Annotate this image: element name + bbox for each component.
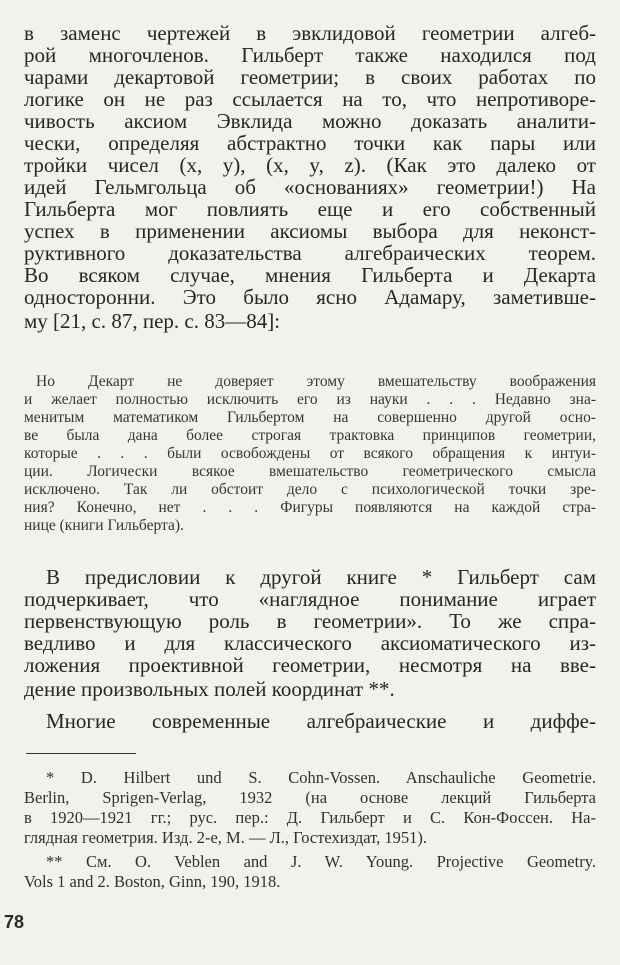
main-text-line: идей Гельмгольца об «основаниях» геометрии!) На [24,175,596,199]
main-text-line: в заменс чертежей в эвклидовой геометрии алгеб- [24,21,596,45]
footnote-line: ** См. O. Veblen and J. W. Young. Projective Geometry. [46,852,596,871]
paragraph-line: подчеркивает, что «наглядное понимание играет [24,587,596,611]
paragraph-line: первенствующую роль в геометрии». То же спра- [24,609,596,633]
quote-line: менитым математиком Гильбертом на совершенно другой осно- [24,409,596,426]
paragraph-line: Многие современные алгебраические и диффе- [46,709,596,733]
footnote-line: * D. Hilbert und S. Cohn-Vossen. Anschauliche Geometrie. [46,768,596,787]
quote-line: ния? Конечно, нет . . . Фигуры появляются на каждой стра- [24,499,596,516]
footnote-line: Vols 1 and 2. Boston, Ginn, 190, 1918. [24,872,281,891]
page-number: 78 [4,912,25,932]
quote-line: ве была дана более строгая трактовка принципов геометрии, [24,427,596,444]
quote-line: которые . . . были освобождены от всякого обращения к интуи- [24,445,596,462]
main-text-line: тройки чисел (x, y), (x, y, z). (Как это далеко от [24,153,596,177]
quote-line: Но Декарт не доверяет этому вмешательству воображения [36,373,596,390]
footnote-line: Berlin, Sprigen-Verlag, 1932 (на основе лекций Гильберта [24,788,596,807]
paragraph-line: дение произвольных полей координат **. [24,677,395,701]
main-text-line: Гильберта мог повлиять еще и его собственный [24,197,596,221]
footnote-line: глядная геометрия. Изд. 2-е, М. — Л., Гостехиздат, 1951). [24,828,427,847]
quote-line: ции. Логически всякое вмешательство геометрического смысла [24,463,596,480]
main-text-line: му [21, с. 87, пер. с. 83—84]: [24,309,281,333]
main-text-line: чивость аксиом Эвклида можно доказать аналити- [24,109,596,133]
quote-line: исключено. Так ли обстоит дело с психологической точки зре- [24,481,596,498]
paragraph-line: ложения проективной геометрии, несмотря на вве- [24,653,596,677]
main-text-line: логике он не раз ссылается на то, что непротиворе- [24,87,596,111]
paragraph-line: В предисловии к другой книге * Гильберт сам [46,565,596,589]
main-text-line: руктивного доказательства алгебраических теорем. [24,241,596,265]
footnote-line: в 1920—1921 гг.; рус. пер.: Д. Гильберт и С. Кон-Фоссен. На- [24,808,596,827]
main-text-line: чески, определяя абстрактно точки как пары или [24,131,596,155]
quote-line: нице (книги Гильберта). [24,517,184,534]
main-text-line: чарами декартовой геометрии; в своих работах по [24,65,596,89]
quote-line: и желает полностью исключить его из науки . . . Недавно зна- [24,391,596,408]
main-text-line: рой многочленов. Гильберт также находился под [24,43,596,67]
main-text-line: успех в применении аксиомы выбора для неконст- [24,219,596,243]
footnote-divider [26,753,136,754]
main-text-line: Во всяком случае, мнения Гильберта и Декарта [24,263,596,287]
paragraph-line: ведливо и для классического аксиоматического из- [24,631,596,655]
main-text-line: односторонни. Это было ясно Адамару, заметивше- [24,285,596,309]
